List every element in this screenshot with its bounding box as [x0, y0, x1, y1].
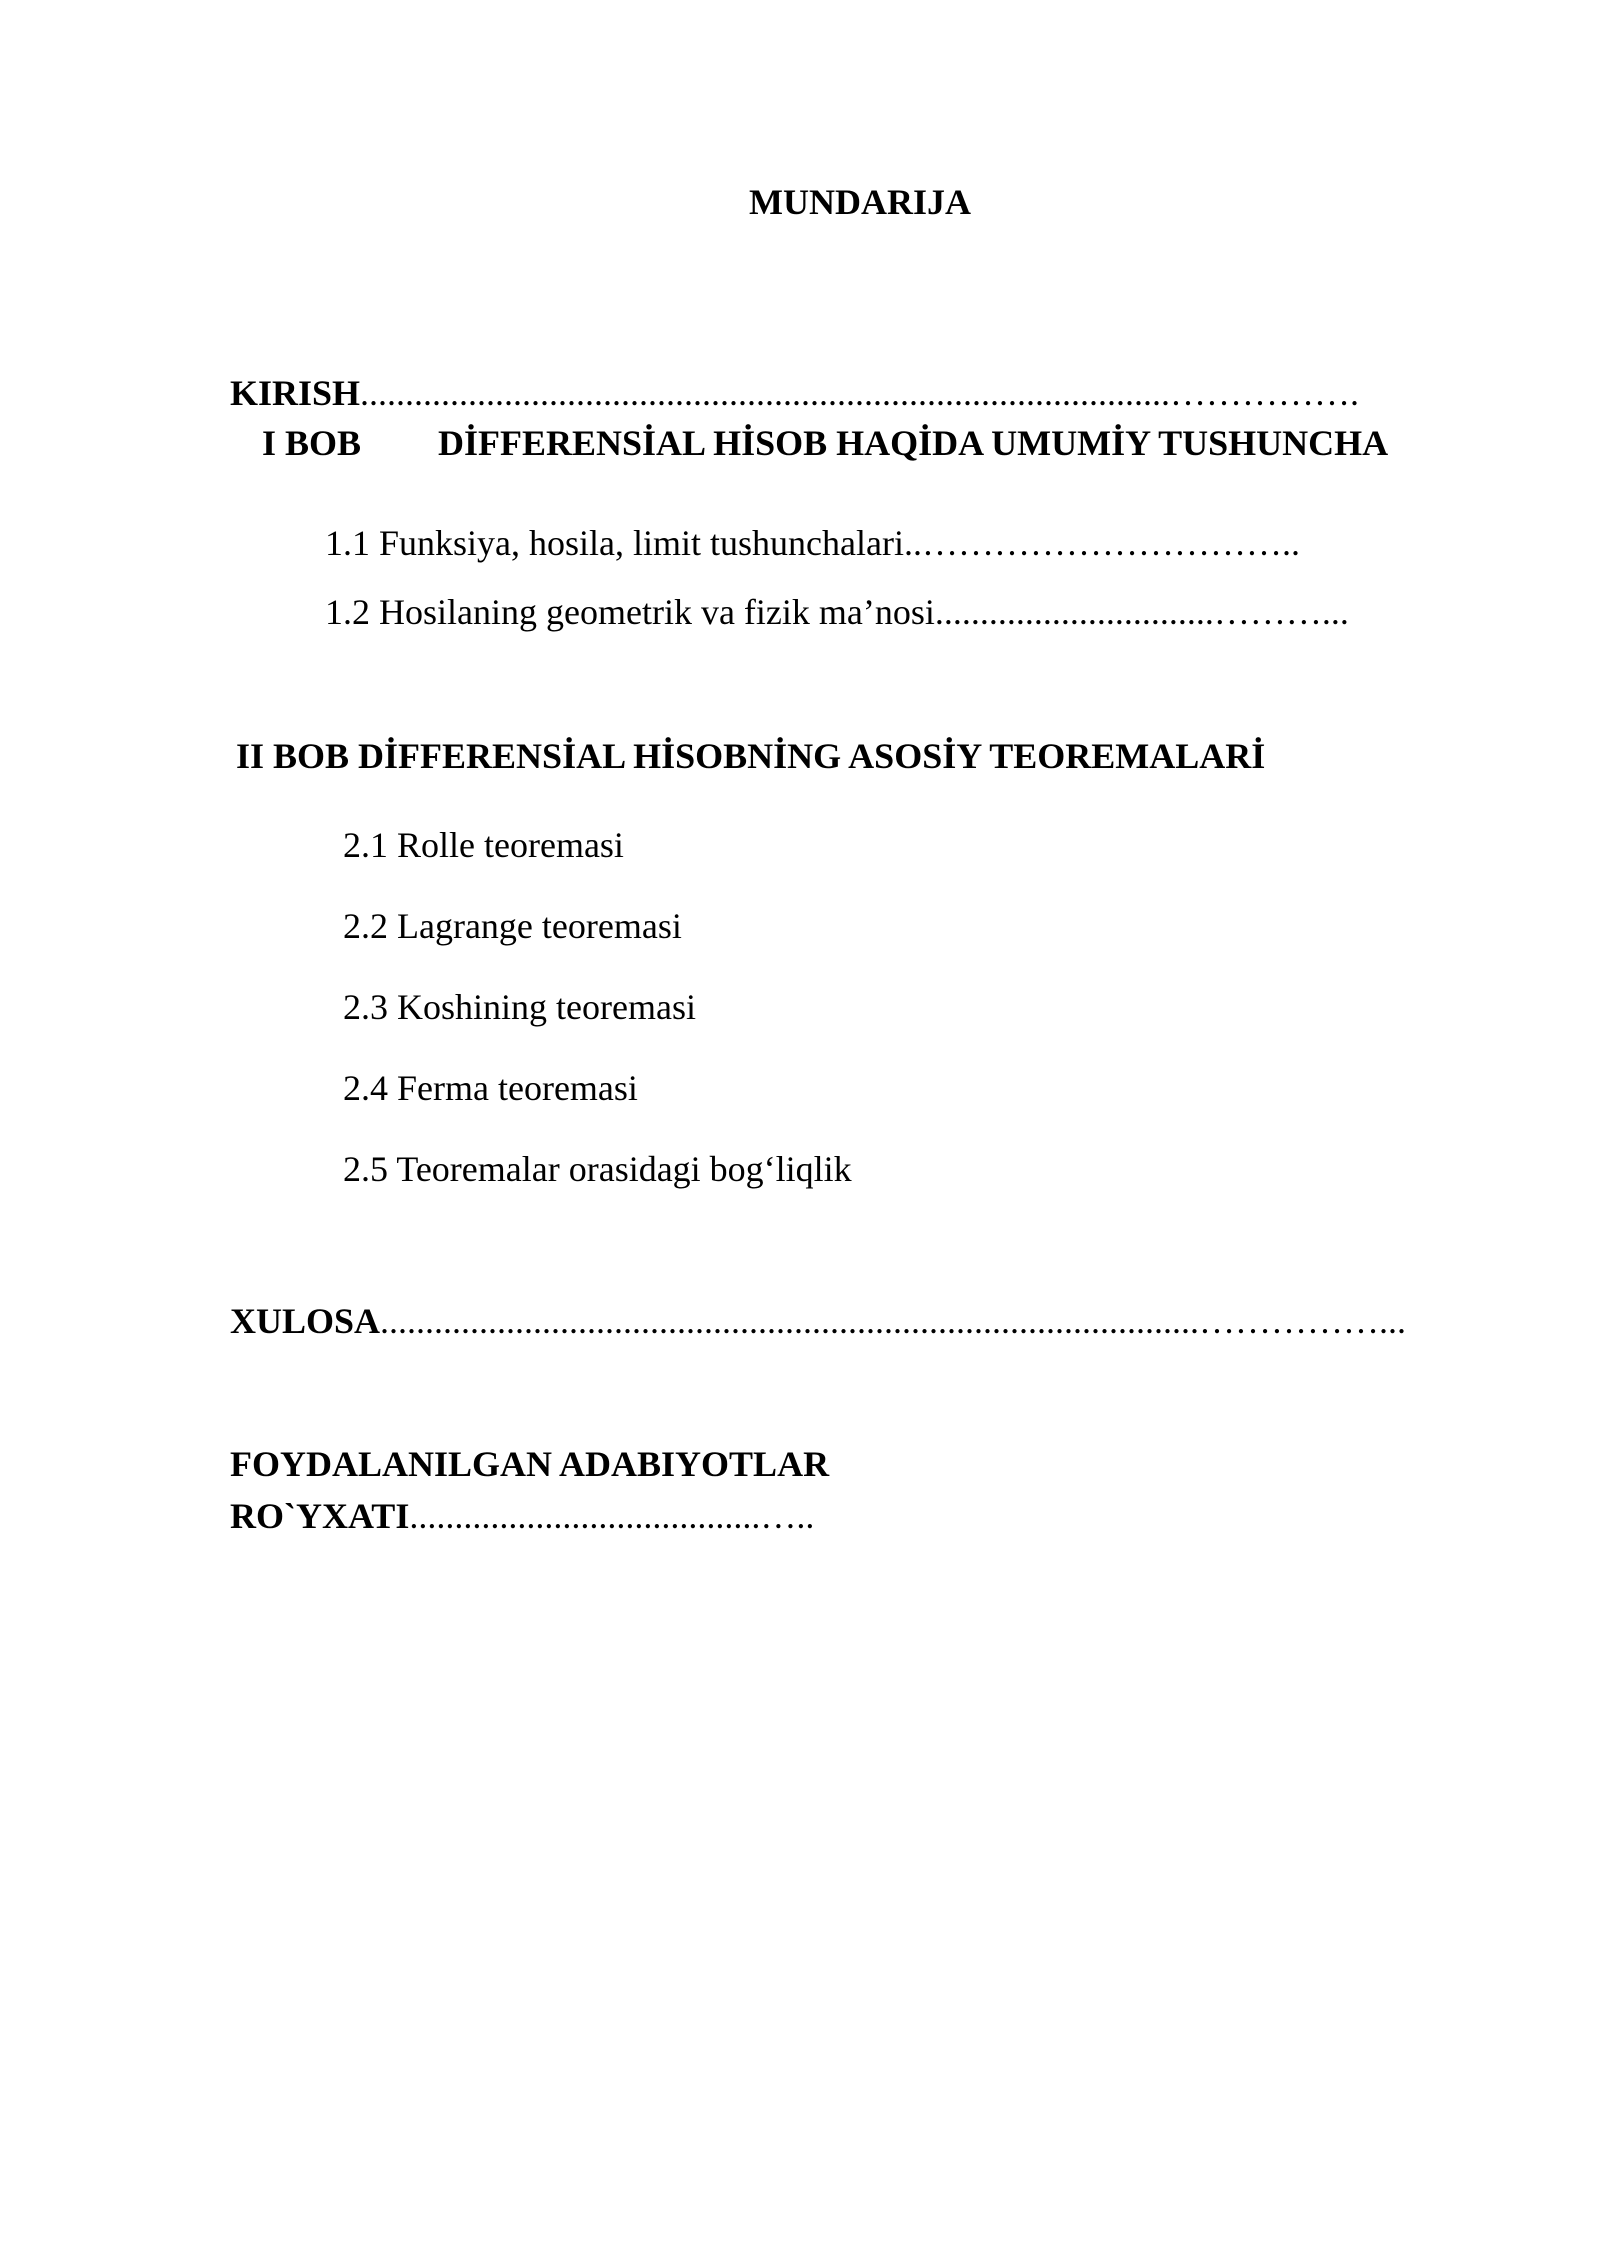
conclusion-leader: ...........................................................................................……………... [380, 1301, 1407, 1341]
references-title-line1: FOYDALANILGAN ADABIYOTLAR [230, 1444, 830, 1484]
toc-entry-section-1-2: 1.2 Hosilaning geometrik va fizik ma’nosi...............................………... [325, 592, 1349, 632]
toc-entry-section-2-5: 2.5 Teoremalar orasidagi bog‘liqlik [343, 1149, 852, 1189]
references-title-line2: RO`YXATI [230, 1496, 410, 1536]
toc-entry-references [230, 1498, 814, 1534]
toc-entry-section-2-3: 2.3 Koshining teoremasi [343, 987, 696, 1027]
intro-leader: ..........................................................................................……………. [360, 373, 1360, 413]
toc-entry-section-2-2: 2.2 Lagrange teoremasi [343, 906, 682, 946]
references-leader: .......................................….. [409, 1496, 815, 1536]
toc-entry-section-2-4: 2.4 Ferma teoremasi [343, 1068, 638, 1108]
conclusion-label: XULOSA [230, 1301, 381, 1341]
intro-label: KIRISH [230, 373, 361, 413]
chapter1-number: I BOB [262, 423, 362, 463]
toc-entry-section-1-1: 1.1 Funksiya, hosila, limit tushunchalari..………………………….. [325, 523, 1300, 563]
page-title: MUNDARIJA [749, 182, 971, 222]
toc-entry-conclusion [230, 1303, 1406, 1339]
toc-entry-intro [230, 375, 1359, 411]
chapter2-title: II BOB DİFFERENSİAL HİSOBNİNG ASOSİY TEOREMALARİ [236, 736, 1266, 776]
chapter1-title: DİFFERENSİAL HİSOB HAQİDA UMUMİY TUSHUNCHA [438, 423, 1389, 463]
toc-entry-section-2-1: 2.1 Rolle teoremasi [343, 825, 624, 865]
